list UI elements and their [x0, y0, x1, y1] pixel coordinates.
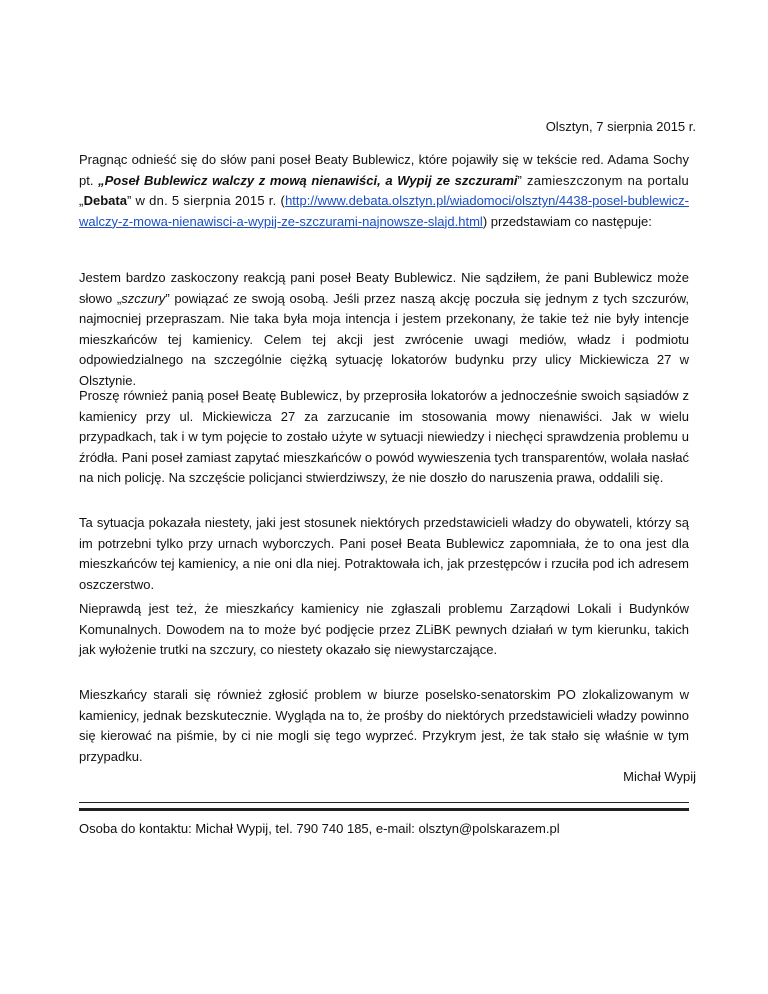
- signature: Michał Wypij: [623, 769, 696, 784]
- paragraph-5: Mieszkańcy starali się również zgłosić problem w biurze poselsko-senatorskim PO zlokalizowanym w kamienicy, jednak bezskutecznie. Wygląda na to, że prośby do niektórych przedstawicieli władzy powinno się kierować na piśmie, by ci nie mogli się tego wyprzeć. Przykrym jest, że tak stało się właśnie w tym przypadku.: [79, 687, 689, 764]
- contact-line: Osoba do kontaktu: Michał Wypij, tel. 790 740 185, e-mail: olsztyn@polskarazem.pl: [79, 821, 560, 836]
- intro-text-4: ) przedstawiam co następuje:: [482, 213, 652, 229]
- intro-text-1: Pragnąc odnieść się do słów pani poseł Beaty Bublewicz, które pojawiły się w tekście red. Adama Sochy pt.: [79, 152, 689, 188]
- article-link[interactable]: http://www.debata.olsztyn.pl/wiadomoci/olsztyn/4438-posel-bublewicz-walczy-z-mowa-nienawisci-a-wypij-ze-szczurami-najnowsze-slajd.html: [79, 193, 689, 229]
- double-rule-divider: [79, 802, 689, 811]
- paragraph-1: [79, 268, 689, 391]
- paragraph-3: Ta sytuacja pokazała niestety, jaki jest stosunek niektórych przedstawicieli władzy do obywateli, którzy są im potrzebni tylko przy urnach wyborczych. Pani poseł Beata Bublewicz zapomniała, że to ona jest dla mieszkańców tej kamienicy, a nie oni dla niej. Potraktowała ich, jak przestępców i rzuciła pod ich adresem oszczerstwo.: [79, 515, 689, 592]
- paragraph-1-text-b: ” powiązać ze swoją osobą. Jeśli przez naszą akcję poczuła się jednym z tych szczurów, najmocniej przepraszam. Nie taka była moja intencja i jestem przekonany, że takie też nie były intencje mieszkańców tej kamienicy. Celem tej akcji jest zwrócenie uwagi mediów, władz i podmiotu odpowiedzialnego na szczególnie ciężką sytuację lokatorów budynku przy ulicy Mickiewicza 27 w Olsztynie.: [79, 290, 689, 388]
- intro-paragraph: [79, 150, 689, 232]
- date-line: Olsztyn, 7 sierpnia 2015 r.: [545, 119, 696, 134]
- paragraph-4: Nieprawdą jest też, że mieszkańcy kamienicy nie zgłaszali problemu Zarządowi Lokali i Budynków Komunalnych. Dowodem na to może być podjęcie przez ZLiBK pewnych działań w tym kierunku, takich jak wyłożenie trutki na szczury, co niestety okazało się niewystarczające.: [79, 601, 689, 657]
- intro-text-3: ” w dn. 5 sierpnia 2015 r. (: [126, 193, 286, 208]
- intro-text-2: ” zamieszczonym na portalu „: [79, 172, 689, 208]
- paragraph-1-text-a: Jestem bardzo zaskoczony reakcją pani poseł Beaty Bublewicz. Nie sądziłem, że pani Bublewicz może słowo „: [79, 270, 689, 306]
- article-title: „Poseł Bublewicz walczy z mową nienawiści, a Wypij ze szczurami: [98, 172, 518, 188]
- paragraph-2: Proszę również panią poseł Beatę Bublewicz, by przeprosiła lokatorów a jednocześnie swoich sąsiadów z kamienicy przy ul. Mickiewicza 27 za zarzucanie im stosowania mowy nienawiści. Jak w wielu przypadkach, tak i w tym pojęcie to zostało użyte w sytuacji niewiedzy i niechęci sprawdzenia problemu u źródła. Pani poseł zamiast zapytać mieszkańców o powód wywieszenia tych transparentów, wolała nasłać na nich policję. Na szczęście policjanci stwierdziwszy, że nie doszło do naruszenia prawa, oddalili się.: [79, 388, 689, 485]
- paragraph-1-italic-word: szczury: [121, 290, 166, 306]
- portal-name: Debata: [83, 193, 127, 208]
